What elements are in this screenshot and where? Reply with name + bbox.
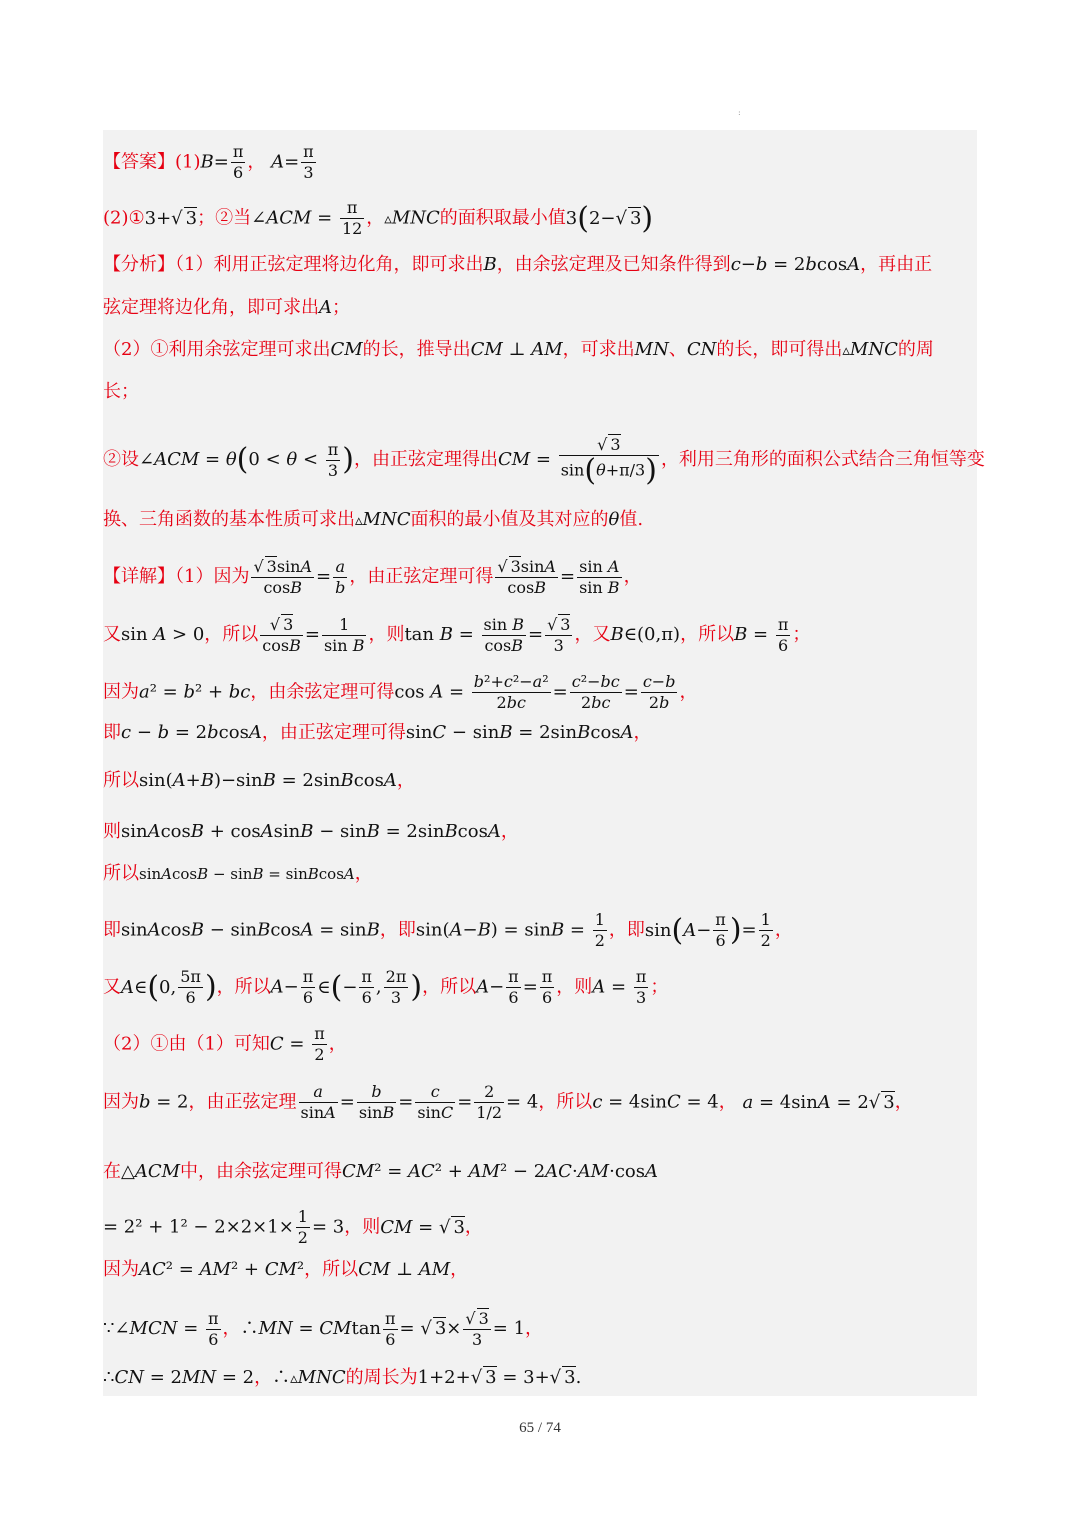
detail-line-13: = 2² + 1² − 2×2×1× $\frac{1}{2}$ = 3，则CM = √ 3， (103, 1207, 483, 1247)
analysis-line-1: 【分析】（1）利用正弦定理将边化角，即可求出B，由余弦定理及已知条件得到c−b = 2bcosA，再由正 (103, 254, 933, 275)
detail-line-9: 又A∈(0, $\frac{5\pi}{6}$ )，所以A− $\frac{\pi}{6}$ ∈(− $\frac{\pi}{6}$ , $\frac{2\pi}{3}$ )，所以A− $\frac{\pi}{6}$ = $\frac{\pi}{6}$ ，则A = $\frac{\pi}{3}$ ； (103, 967, 669, 1007)
detail-line-8: 即sinAcosB − sinBcosA = sinB，即sin(A−B) = sinB = $\frac{1}{2}$ ，即sin(A− $\frac{\pi}{6}$ )= $\frac{1}{2}$ ， (103, 910, 793, 950)
detail-line-15: ∵∠MCN = $\frac{\pi}{6}$ ，∴MN = CMtan $\frac{\pi}{6}$ = √ 3× $\frac{√ 3}{3}$ = 1， (103, 1308, 544, 1349)
answer-line-2: (2)①3+√ 3；②当∠ACM = $\frac{\pi}{12}$ ，▵MNC的面积取最小值3(2−√ 3) (103, 198, 654, 238)
detail-line-3: 因为a² = b² + bc，由余弦定理可得cos A = $\frac{\text{b²+c²−a²}}{2bc}$ = $\frac{\text{c²−bc}}{2bc}$ = $\frac{c-b}{2b}$ ， (103, 672, 698, 712)
detail-line-5: 所以sin(A+B)−sinB = 2sinBcosA， (103, 770, 415, 791)
detail-line-4: 即c − b = 2bcosA，由正弦定理可得sinC − sinB = 2sinBcosA， (103, 722, 652, 743)
detail-line-6: 则sinAcosB + cosAsinB − sinB = 2sinBcosA， (103, 821, 519, 842)
analysis-line-3: （2）①利用余弦定理可求出CM的长，推导出CM ⊥ AM，可求出MN、CN的长，即可得出▵MNC的周 (103, 339, 934, 360)
analysis-line-2: 弦定理将边化角，即可求出A； (103, 297, 350, 318)
detail-line-14: 因为AC² = AM² + CM²，所以CM ⊥ AM， (103, 1259, 469, 1280)
detail-label: 【详解】 (103, 566, 175, 587)
analysis-line-4: 长； (103, 381, 139, 402)
detail-line-1: 【详解】（1）因为 $\frac{√ 3\sin A}{\cos B}$ = $\frac{a}{b}$ ，由正弦定理可得 $\frac{√ 3\sin A}{\cos B}$ = $\frac{\text{sin A}}{\text{sin B}}$ ， (103, 556, 642, 597)
scan-mark: : (738, 108, 741, 117)
page-number: 65 / 74 (519, 1420, 561, 1436)
detail-line-12: 在△ACM中，由余弦定理可得CM² = AC² + AM² − 2AC·AM·cosA (103, 1161, 659, 1182)
detail-line-16: ∴CN = 2MN = 2，∴▵MNC的周长为1+2+√ 3 = 3+√ 3. (103, 1367, 582, 1388)
analysis-label: 【分析】 (103, 254, 175, 275)
detail-line-2: 又sin A > 0，所以 $\frac{√ 3}{\cos B}$ = $\frac{1}{\text{sin B}}$ ，则tan B = $\frac{\text{sin B}}{\cos B}$ = $\frac{√ 3}{3}$ ，又B∈(0,π)，所以B = $\frac{\pi}{6}$ ； (103, 614, 811, 655)
analysis-line-5: ②设∠ACM = θ(0 < θ < $\frac{\pi}{3}$ )，由正弦定理得出CM = $\frac{√ 3}{\sin(\theta+\pi/3)}$ ，利用三角形的面积公式结合三角恒等变 (103, 435, 985, 488)
answer-line-1: 【答案】(1)B= $\frac{\pi}{6}$ ， A= $\frac{\pi}{3}$ (103, 142, 314, 182)
answer-label: 【答案】 (103, 151, 175, 173)
detail-line-11: 因为b = 2，由正弦定理 $\frac{a}{\sin A}$ = $\frac{b}{\sin B}$ = $\frac{c}{\sin C}$ = $\frac{2}{1/2}$ = 4，所以c = 4sinC = 4， a = 4sinA = 2√ 3， (103, 1082, 913, 1122)
detail-line-10: （2）①由（1）可知C = $\frac{\pi}{2}$ ， (103, 1024, 347, 1064)
detail-line-7: 所以sinAcosB − sinB = sinBcosA， (103, 863, 373, 884)
analysis-line-6: 换、三角函数的基本性质可求出▵MNC面积的最小值及其对应的θ值. (103, 509, 644, 530)
